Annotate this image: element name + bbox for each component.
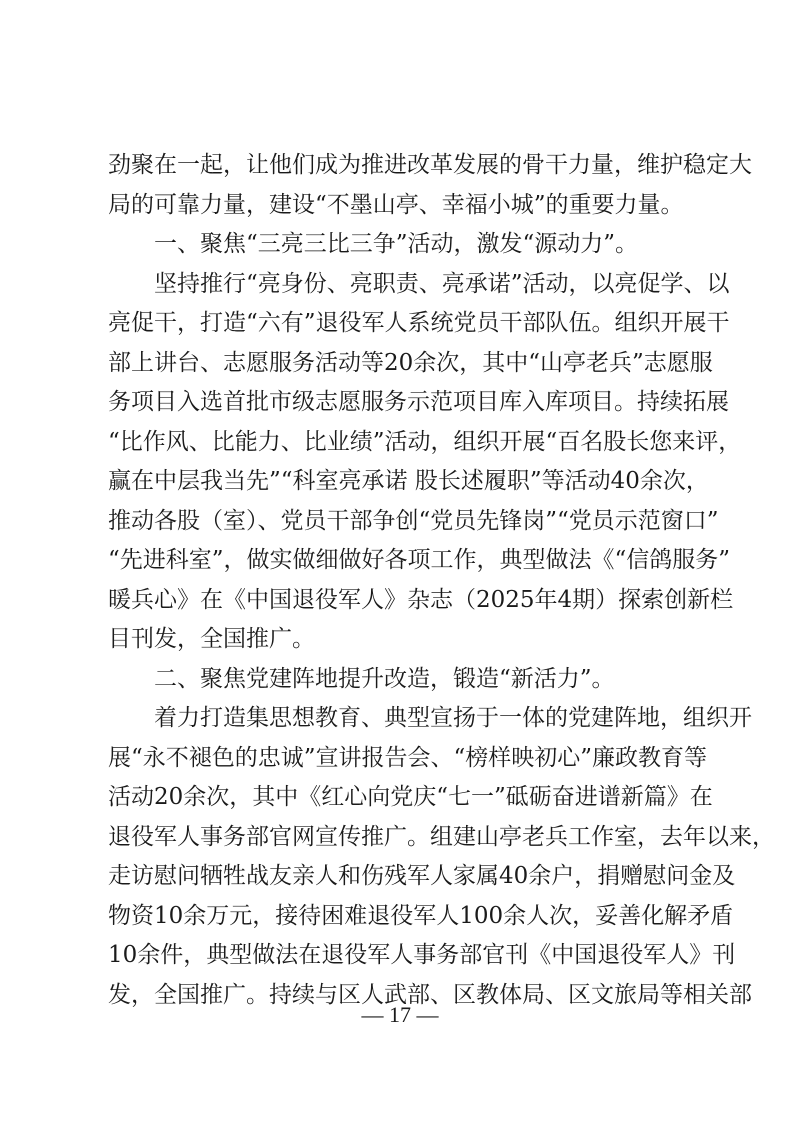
text-line: 发，全国推广。持续与区人武部、区教体局、区文旅局等相关部 xyxy=(108,981,752,1008)
text-line: 着力打造集思想教育、典型宣扬于一体的党建阵地，组织开 xyxy=(154,705,752,731)
text-line: 一、聚焦“三亮三比三争”活动，激发“源动力”。 xyxy=(154,231,639,257)
text-line: 暖兵心》在《中国退役军人》杂志（2025年4期）探索创新栏 xyxy=(108,586,734,613)
text-line: 赢在中层我当先”“科室亮承诺 股长述履职”等活动40余次， xyxy=(108,468,709,494)
text-line: “比作风、比能力、比业绩”活动，组织开展“百名股长您来评， xyxy=(108,428,742,455)
body-text xyxy=(108,146,775,1015)
text-line: 目刊发，全国推广。 xyxy=(108,626,315,652)
text-line: 务项目入选首批市级志愿服务示范项目库入库项目。持续拓展 xyxy=(108,389,729,415)
text-line: 二、聚焦党建阵地提升改造，锻造“新活力”。 xyxy=(154,665,615,692)
text-line: 亮促干，打造“六有”退役军人系统党员干部队伍。组织开展干 xyxy=(108,310,730,336)
text-line: 局的可靠力量，建设“不墨山亭、幸福小城”的重要力量。 xyxy=(108,191,684,218)
text-line: 物资10余万元，接待困难退役军人100余人次，妥善化解矛盾 xyxy=(108,902,734,929)
text-line: 走访慰问牺牲战友亲人和伤残军人家属40余户，捐赠慰问金及 xyxy=(108,863,736,889)
page-number: — 17 — xyxy=(361,1002,439,1027)
text-line: 活动20余次，其中《红心向党庆“七一”砥砺奋进谱新篇》在 xyxy=(108,784,713,810)
text-line: 部上讲台、志愿服务活动等20余次，其中“山亭老兵”志愿服 xyxy=(108,349,713,376)
text-line: 推动各股（室）、党员干部争创“党员先锋岗”“党员示范窗口” xyxy=(108,507,719,534)
text-line: 劲聚在一起，让他们成为推进改革发展的骨干力量，维护稳定大 xyxy=(108,152,752,178)
text-line: 展“永不褪色的忠诚”宣讲报告会、“榜样映初心”廉政教育等 xyxy=(108,744,708,771)
text-line: “先进科室”，做实做细做好各项工作，典型做法《“信鸽服务” xyxy=(108,547,731,573)
text-line: 10余件，典型做法在退役军人事务部官刊《中国退役军人》刊 xyxy=(108,942,736,968)
text-line: 坚持推行“亮身份、亮职责、亮承诺”活动，以亮促学、以 xyxy=(154,270,730,297)
text-line: 退役军人事务部官网宣传推广。组建山亭老兵工作室，去年以来， xyxy=(108,823,775,850)
